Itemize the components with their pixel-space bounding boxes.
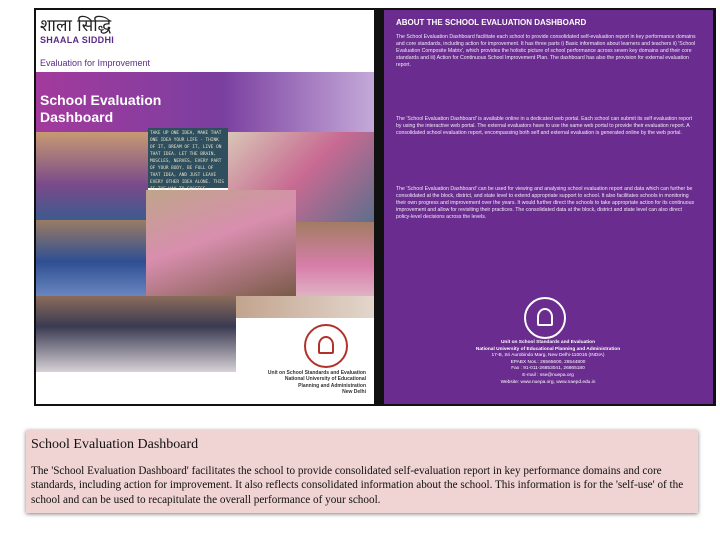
address-line3: 17-B, Sri Aurobindo Marg, New Delhi-110016 (INDIA) [491, 353, 605, 359]
cover-footer-line2: National University of Educational [284, 376, 366, 383]
university-emblem-icon [304, 324, 348, 368]
back-paragraph-1: The School Evaluation Dashboard facilitate each school to provide consolidated self-evaluation report in key performance domains and core standards, including action for improvement. It has three parts i) Basic information about learners and teachers ii) 'School Evaluation Composite Matrix', which provides the holistic picture of school performance across seven key domains and their core standards and iii) Action for Continuous School Improvement Plan. The dashboard has also the provision for external evaluation report. [396, 34, 696, 69]
brochure-image [34, 8, 716, 406]
back-emblem-icon [524, 297, 566, 339]
back-heading: ABOUT THE SCHOOL EVALUATION DASHBOARD [396, 18, 587, 27]
cover-footer-line1: Unit on School Standards and Evaluation [267, 370, 366, 376]
caption-box [26, 430, 698, 513]
cover-title [40, 92, 161, 126]
photo-children-left [36, 132, 148, 220]
title-band [36, 72, 374, 132]
cover-footer [216, 370, 366, 396]
address-line6: E-mail : sse@nuepa.org [522, 372, 574, 378]
cover-title-line1: School Evaluation [40, 92, 162, 108]
photo-bottom-right [236, 296, 374, 318]
address-line2: National University of Educational Planning and Administration [475, 346, 621, 352]
back-paragraph-3: The 'School Evaluation Dashboard' can be used for viewing and analysing school evaluation report and data which can further be consolidated at the block, district, and state level to extend appropriate support to school. It also facilitates schools in monitoring their own progress and improvement over the years. It would further direct the schools to take appropriate action for its continuous improvement and allow for revisiting their practices. The consolidated data at the block, district and state level can also direct policy-level decisions across the levels. [396, 186, 695, 221]
address-line7: Website: www.nuepa.org, www.naepd.edu.in [500, 379, 596, 385]
address-line4: EPABX Nos.: 26565600, 26544800 [510, 359, 586, 365]
photo-girls-front [36, 296, 236, 372]
photo-girls-classroom [146, 190, 296, 296]
back-cover [384, 10, 713, 404]
cover-footer-line3: Planning and Administration [298, 382, 366, 389]
photo-girls-smiling [296, 222, 374, 296]
photo-students-lines [36, 220, 146, 296]
brand-name: SHAALA SIDDHI [40, 35, 115, 45]
address-line1: Unit on School Standards and Evaluation [500, 340, 596, 345]
back-address [414, 340, 682, 386]
cover-title-line2: Dashboard [40, 109, 114, 125]
caption-body: The 'School Evaluation Dashboard' facilitates the school to provide consolidated self-evaluation report in key performance domains and core standards, including action for improvement. It also reflects consolidated information about the school. This information is for the 'self-use' of the school and can be used to recapitulate the overall performance of your school. [31, 465, 684, 506]
front-cover [36, 10, 374, 404]
quote-board: TAKE UP ONE IDEA, MAKE THAT ONE IDEA YOUR LIFE - THINK OF IT, DREAM OF IT, LIVE ON THAT IDEA. LET THE BRAIN, MUSCLES, NERVES, EVERY PART OF YOUR BODY, BE FULL OF THAT IDEA, AND JUST LEAVE EVERY OTHER IDEA ALONE. THIS IS THE WAY TO SUCCESS [148, 128, 228, 188]
hindi-title: शाला सिद्धि [40, 16, 112, 36]
cover-footer-line4: New Delhi [342, 389, 366, 396]
back-paragraph-2: The 'School Evaluation Dashboard' is available online in a dedicated web portal. Each school can submit its self evaluation report by using the interactive web portal. The external evaluators have to use the same web portal to provide their evaluation report. A consolidated school evaluation report, encompassing both self and external evaluation is generated online by the web portal. [396, 116, 693, 137]
address-line5: Fax : 91-011-26853041, 26865180 [511, 366, 585, 372]
tagline: Evaluation for Improvement [40, 58, 151, 68]
caption-title: School Evaluation Dashboard [31, 437, 199, 452]
